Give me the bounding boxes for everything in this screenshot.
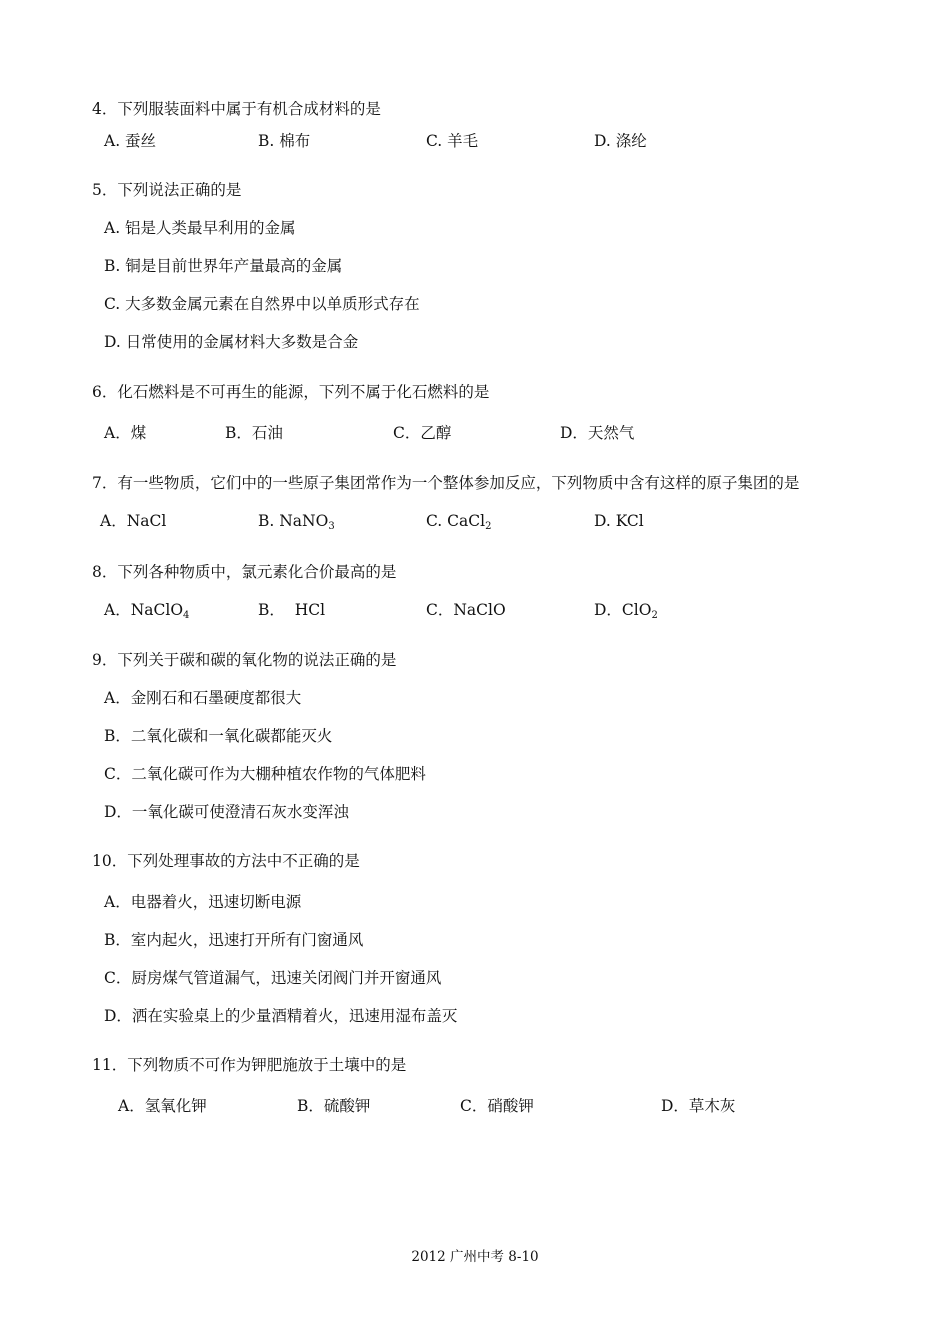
- question-5-stem: 5．下列说法正确的是: [92, 181, 242, 199]
- page-footer: 2012 广州中考 8-10: [411, 1249, 539, 1265]
- question-11-option-a: A．氢氧化钾: [118, 1097, 207, 1115]
- subscript: 4: [183, 610, 190, 621]
- question-10-option-a: A．电器着火，迅速切断电源: [104, 893, 302, 911]
- question-7-option-b: B. NaNO$_3$: [258, 512, 335, 532]
- question-9-stem: 9．下列关于碳和碳的氧化物的说法正确的是: [92, 651, 397, 669]
- question-6-stem: 6．化石燃料是不可再生的能源，下列不属于化石燃料的是: [92, 383, 490, 401]
- question-7-option-a: A．NaCl: [100, 512, 167, 530]
- question-10-option-d: D．洒在实验桌上的少量酒精着火，迅速用湿布盖灭: [104, 1007, 458, 1025]
- question-10-option-c: C．厨房煤气管道漏气，迅速关闭阀门并开窗通风: [104, 969, 442, 987]
- question-9-option-a: A．金刚石和石墨硬度都很大: [104, 689, 302, 707]
- question-8-option-c: C．NaClO: [426, 601, 506, 619]
- question-11-option-b: B．硫酸钾: [297, 1097, 371, 1115]
- subscript: 2: [485, 521, 492, 532]
- question-4-option-c: C. 羊毛: [426, 132, 479, 150]
- subscript: 2: [651, 610, 658, 621]
- question-9-option-b: B．二氧化碳和一氧化碳都能灭火: [104, 727, 333, 745]
- question-4-option-b: B. 棉布: [258, 132, 311, 150]
- question-4-stem: 4．下列服装面料中属于有机合成材料的是: [92, 100, 381, 118]
- question-10-stem: 10．下列处理事故的方法中不正确的是: [92, 852, 360, 870]
- subscript: 3: [328, 521, 335, 532]
- question-8-option-b: B． HCl: [258, 601, 326, 619]
- question-4-option-d: D. 涤纶: [594, 132, 647, 150]
- question-4-option-a: A. 蚕丝: [104, 132, 157, 150]
- question-9-option-d: D．一氧化碳可使澄清石灰水变浑浊: [104, 803, 349, 821]
- question-7-option-c: C. CaCl$_2$: [426, 512, 492, 532]
- question-11-stem: 11．下列物质不可作为钾肥施放于土壤中的是: [92, 1056, 407, 1074]
- question-10-option-b: B．室内起火，迅速打开所有门窗通风: [104, 931, 364, 949]
- question-6-option-d: D．天然气: [560, 424, 635, 442]
- question-5-option-b: B. 铜是目前世界年产量最高的金属: [104, 257, 343, 275]
- question-11-option-c: C．硝酸钾: [460, 1097, 534, 1115]
- question-8-option-a: A．NaClO$_4$: [104, 601, 190, 621]
- question-7-option-d: D. KCl: [594, 512, 644, 530]
- question-5-option-c: C. 大多数金属元素在自然界中以单质形式存在: [104, 295, 420, 313]
- question-6-option-c: C．乙醇: [393, 424, 452, 442]
- question-8-option-d: D．ClO$_2$: [594, 601, 658, 621]
- question-11-option-d: D．草木灰: [661, 1097, 736, 1115]
- question-7-stem: 7．有一些物质，它们中的一些原子集团常作为一个整体参加反应，下列物质中含有这样的原子集团的是: [92, 474, 800, 492]
- question-6-option-a: A．煤: [104, 424, 147, 442]
- question-5-option-d: D. 日常使用的金属材料大多数是合金: [104, 333, 359, 351]
- question-6-option-b: B．石油: [225, 424, 283, 442]
- question-5-option-a: A. 铝是人类最早利用的金属: [104, 219, 296, 237]
- question-9-option-c: C．二氧化碳可作为大棚种植农作物的气体肥料: [104, 765, 426, 783]
- question-8-stem: 8．下列各种物质中，氯元素化合价最高的是: [92, 563, 397, 581]
